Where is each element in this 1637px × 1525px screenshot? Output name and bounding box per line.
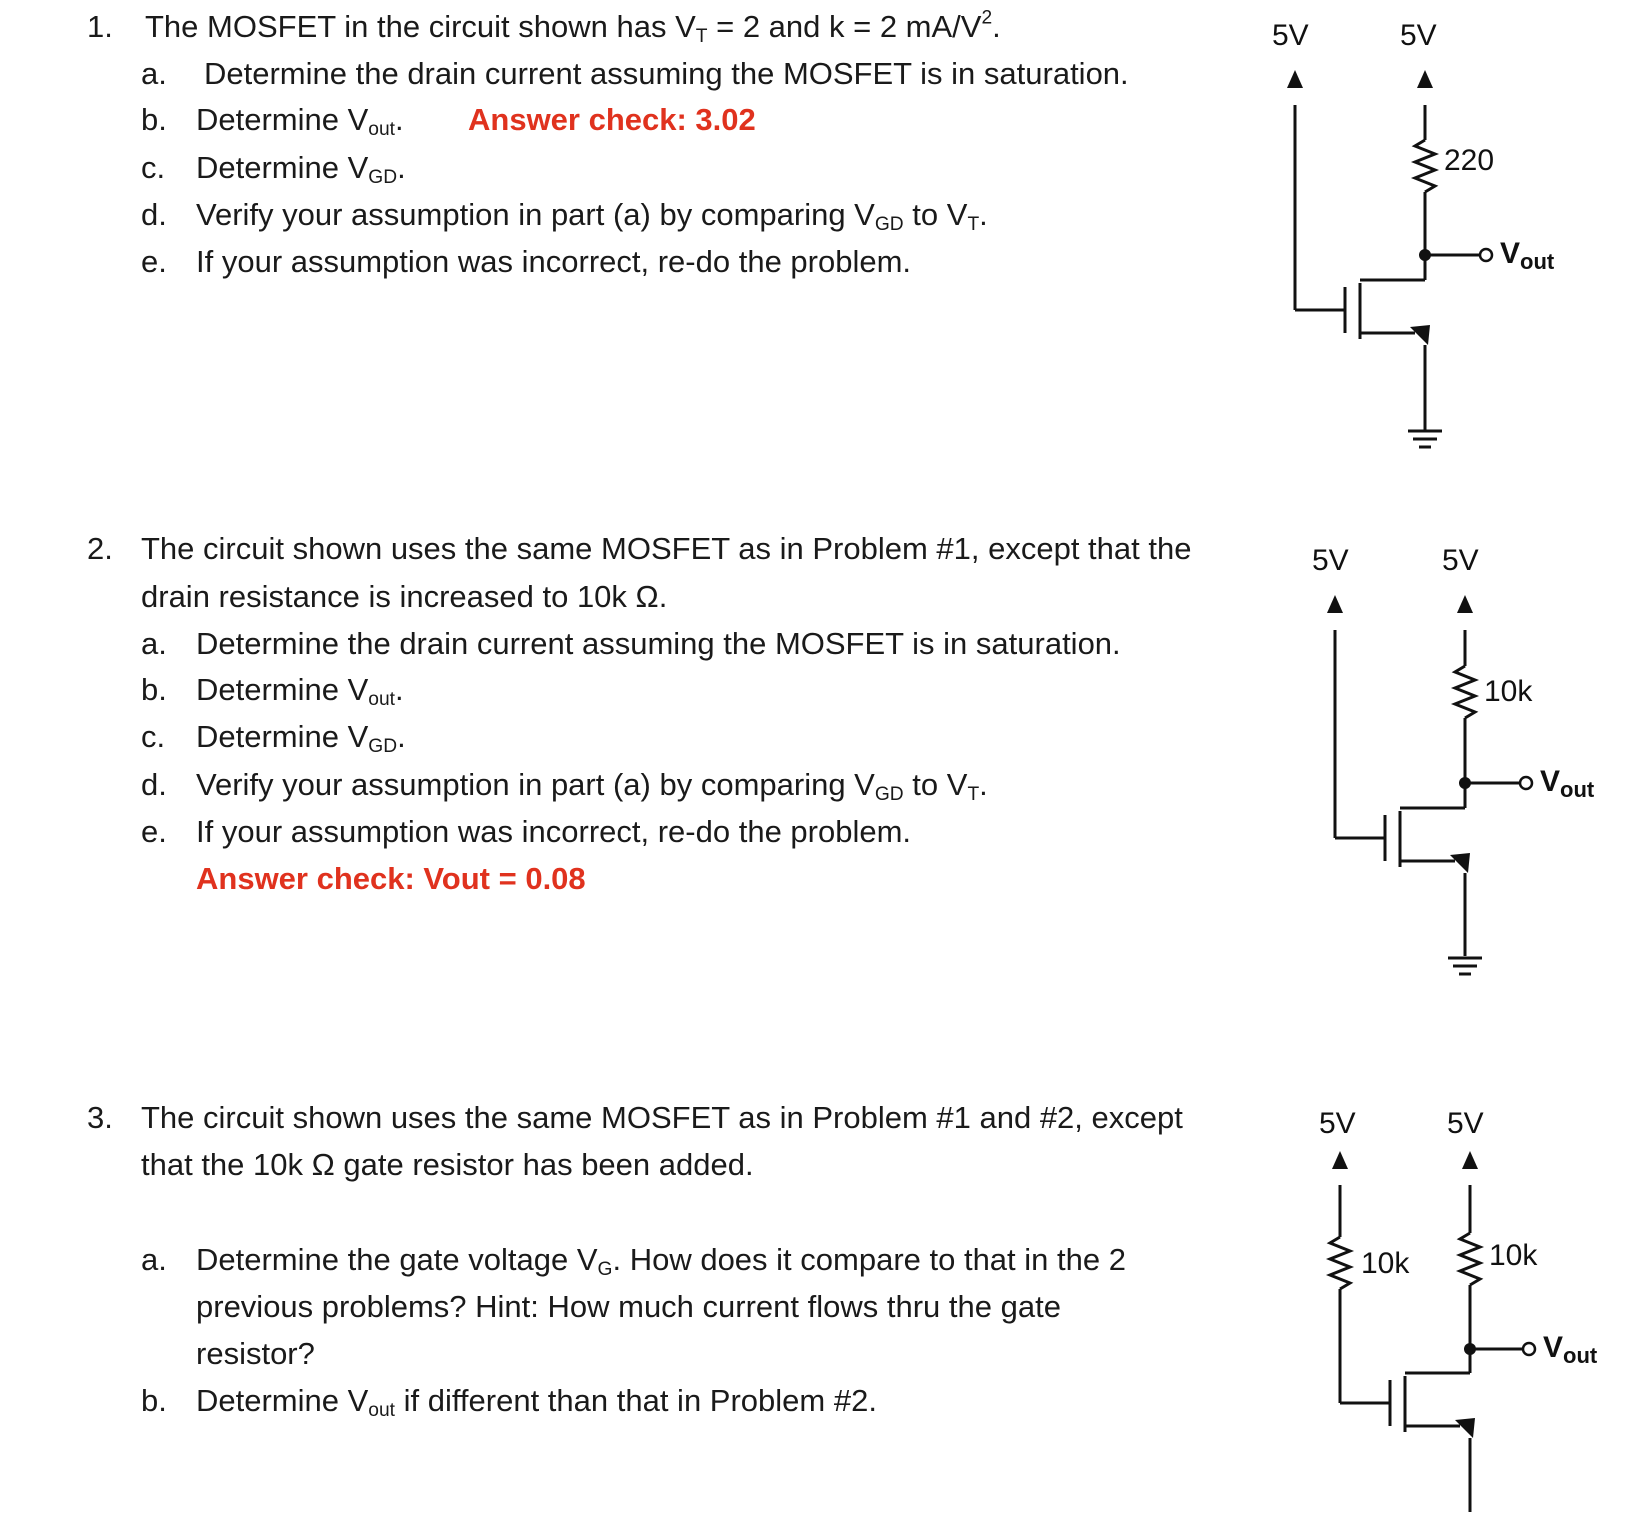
problem-1-part-a: a. Determine the drain current assuming the MOSFET is in saturation.	[141, 56, 1129, 91]
vout-label: $V_{out}$	[1500, 237, 1555, 274]
circuit-1	[1260, 15, 1600, 465]
problem-2-answer-check: Answer check: Vout = 0.08	[196, 861, 586, 896]
circuit-3	[1305, 1105, 1637, 1525]
problem-2-intro-line2: drain resistance is increased to 10k Ω.	[141, 579, 668, 614]
problem-3-part-a: a. Determine the gate voltage $V_G$. How does it compare to that in the 2	[141, 1242, 1126, 1280]
supply-left-label: 5V	[1272, 19, 1309, 52]
problem-2-part-b: b. Determine $V_{out}$.	[141, 672, 404, 710]
gate-resistor-label: 10k	[1361, 1247, 1410, 1280]
supply-right-label: 5V	[1442, 544, 1479, 577]
problem-1-part-c: c. Determine $V_{GD}$.	[141, 150, 406, 188]
problem-2-part-d: d. Verify your assumption in part (a) by comparing $V_{GD}$ to $V_T$.	[141, 767, 988, 805]
drain-resistor-label: 220	[1444, 144, 1495, 177]
vout-label: $V_{out}$	[1543, 1331, 1598, 1368]
problem-1-part-d: d. Verify your assumption in part (a) by comparing $V_{GD}$ to $V_T$.	[141, 197, 988, 235]
drain-resistor-label: 10k	[1489, 1239, 1538, 1272]
problem-1-intro: 1. The MOSFET in the circuit shown has $V_T = 2$ and k = 2 $mA/V^2$.	[87, 7, 1001, 47]
problem-2-part-e: e. If your assumption was incorrect, re-do the problem.	[141, 814, 912, 849]
problem-3-intro-line2: that the 10k Ω gate resistor has been added.	[141, 1147, 754, 1182]
problem-1-part-e: e. If your assumption was incorrect, re-do the problem.	[141, 244, 912, 279]
supply-left-label: 5V	[1319, 1107, 1356, 1140]
problem-number: 3.	[87, 1100, 113, 1135]
problem-2-part-a: a. Determine the drain current assuming the MOSFET is in saturation.	[141, 626, 1121, 661]
problem-2-part-c: c. Determine $V_{GD}$.	[141, 719, 406, 757]
supply-left-label: 5V	[1312, 544, 1349, 577]
circuit-2	[1300, 538, 1637, 988]
problem-number: 2.	[87, 531, 113, 566]
supply-right-label: 5V	[1400, 19, 1437, 52]
supply-right-label: 5V	[1447, 1107, 1484, 1140]
drain-resistor-label: 10k	[1484, 675, 1533, 708]
problem-1-answer-check: Answer check: 3.02	[468, 102, 756, 137]
problem-1-part-b: b. Determine $V_{out}$.	[141, 102, 404, 140]
problem-3-intro: 3. The circuit shown uses the same MOSFET as in Problem #1 and #2, except	[87, 1100, 1183, 1135]
problem-2-intro: 2. The circuit shown uses the same MOSFET as in Problem #1, except that the	[87, 531, 1192, 566]
problem-number: 1.	[87, 9, 113, 44]
problem-3-part-a-line3: resistor?	[196, 1336, 315, 1371]
problem-3-part-b: b. Determine $V_{out}$ if different than that in Problem #2.	[141, 1383, 877, 1421]
vout-label: $V_{out}$	[1540, 765, 1595, 802]
problem-3-part-a-line2: previous problems? Hint: How much current flows thru the gate	[196, 1289, 1061, 1324]
